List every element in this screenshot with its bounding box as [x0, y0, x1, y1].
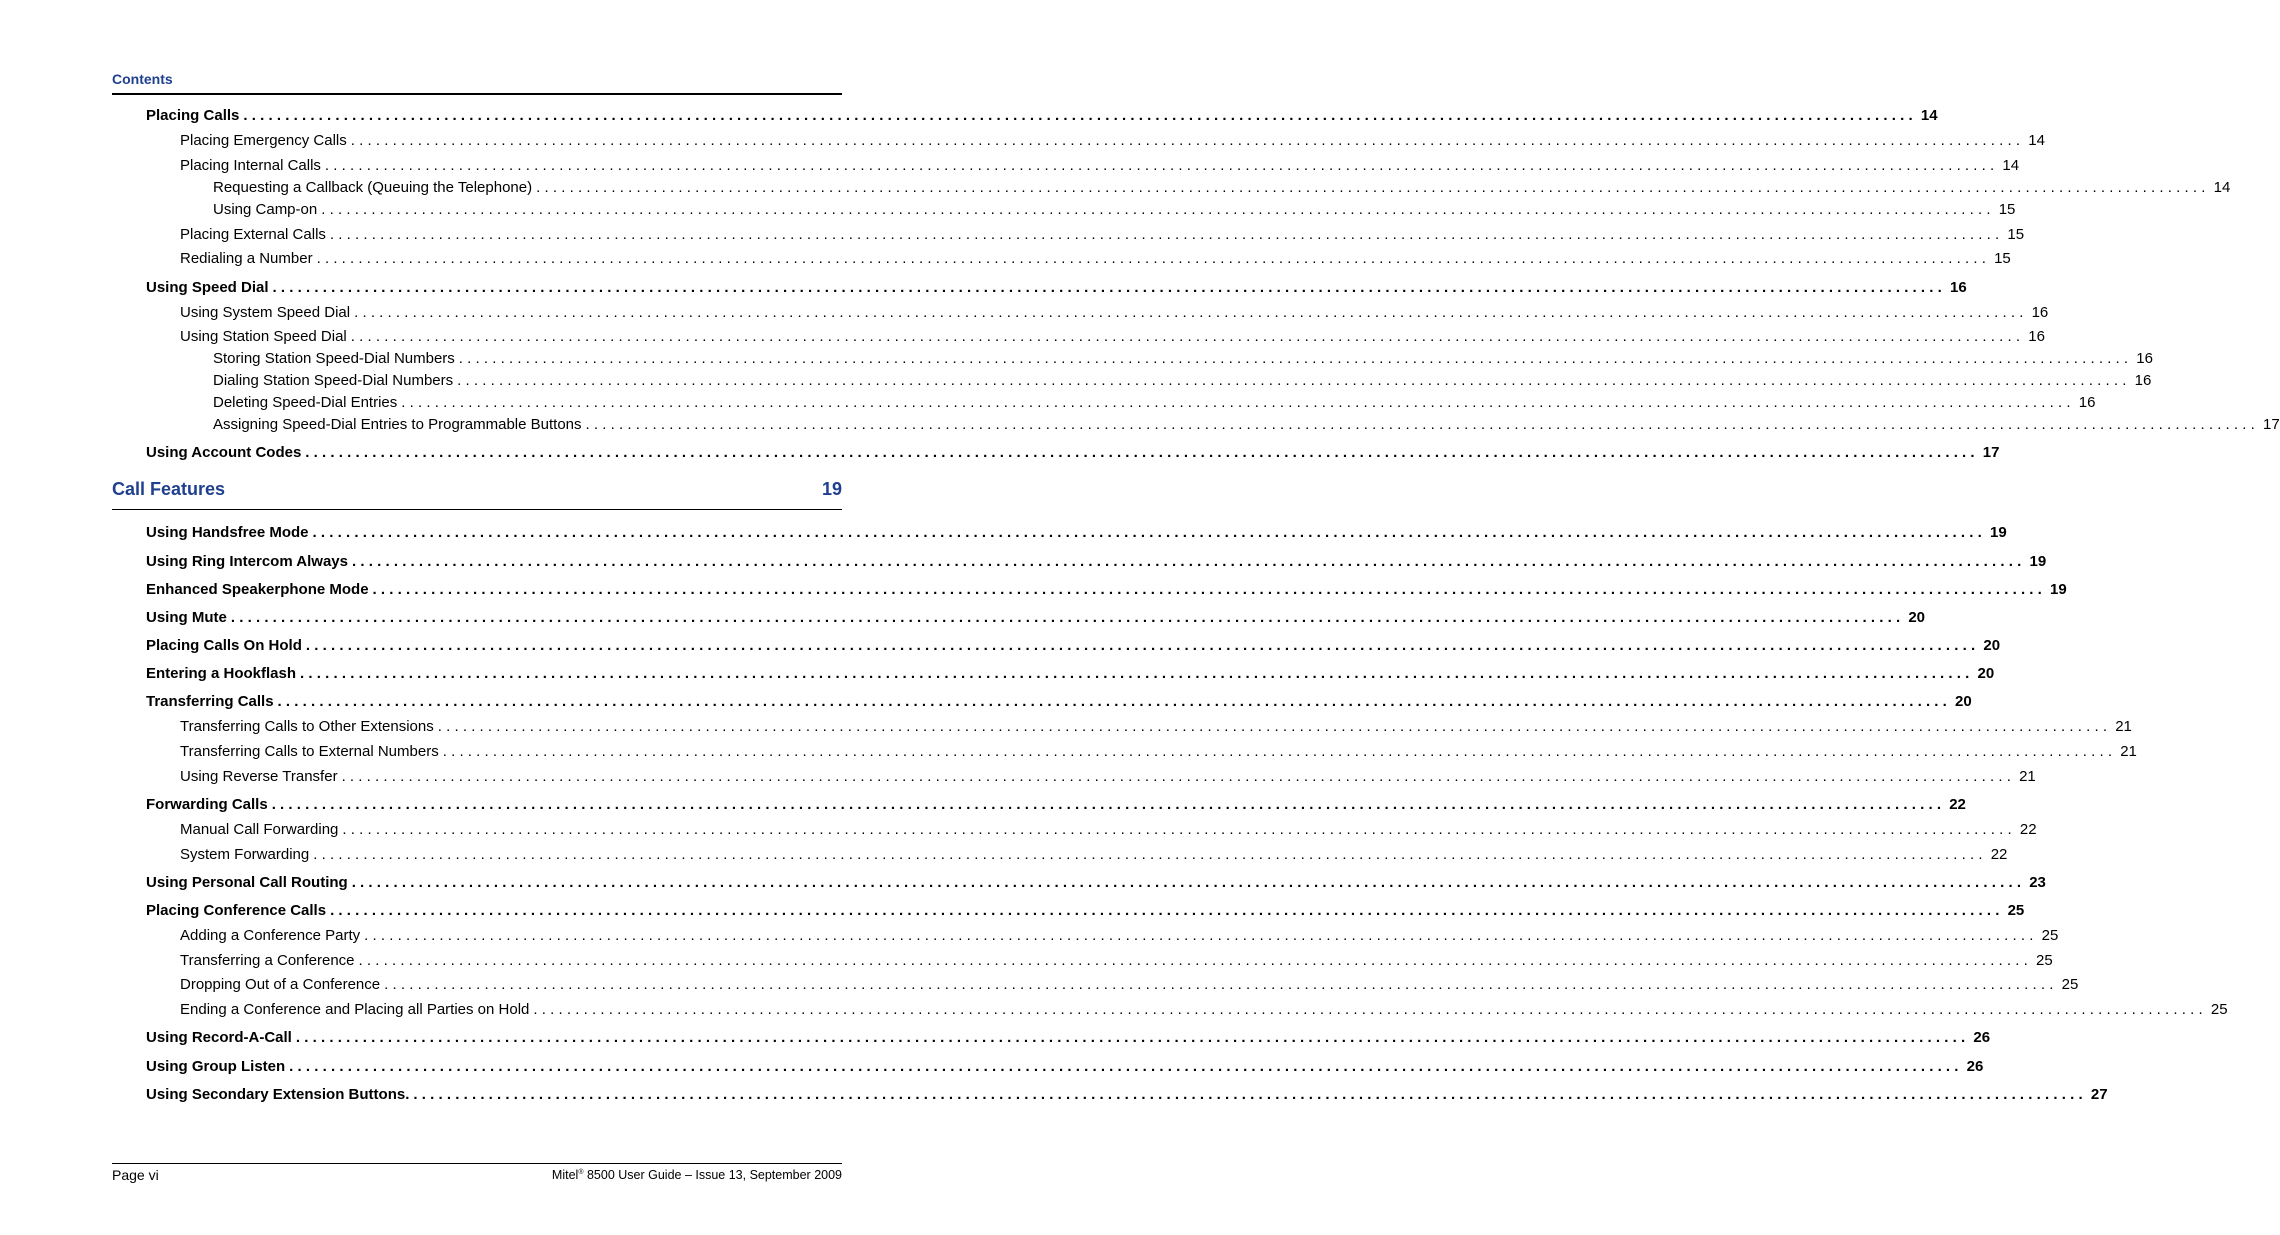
toc-entry[interactable]	[180, 250, 2011, 268]
dot-leader: ........................................................................................................................................................................................................	[533, 1001, 2207, 1018]
toc-entry[interactable]	[146, 693, 1972, 711]
toc-entry-page: 20	[1955, 693, 1972, 710]
toc-entry-title: Using System Speed Dial	[180, 304, 351, 321]
toc-entry[interactable]	[213, 372, 2152, 390]
dot-leader: ........................................................................................................................................................................................................	[271, 796, 1946, 813]
toc-entry-page: 15	[2007, 226, 2025, 243]
dot-leader: ........................................................................................................................................................................................................	[437, 718, 2112, 735]
toc-entry[interactable]	[180, 1001, 2228, 1019]
toc-entry-title: Deleting Speed-Dial Entries	[213, 394, 398, 411]
toc-entry-page: 22	[1949, 796, 1966, 813]
dot-leader: ........................................................................................................................................................................................................	[272, 279, 1947, 296]
toc-entry-title: Forwarding Calls	[146, 796, 268, 813]
toc-entry-title: Ending a Conference and Placing all Parties on Hold	[180, 1001, 530, 1018]
toc-entry[interactable]	[146, 524, 2007, 542]
toc-entry-page: 25	[2210, 1001, 2228, 1018]
toc-entry-title: Transferring Calls to Other Extensions	[180, 718, 434, 735]
dot-leader: ........................................................................................................................................................................................................	[305, 637, 1980, 654]
toc-entry[interactable]	[146, 609, 1926, 627]
toc-entry-title: Storing Station Speed-Dial Numbers	[213, 350, 455, 367]
toc-entry[interactable]	[213, 416, 2280, 434]
toc-entry-page: 17	[1982, 444, 2000, 461]
toc-entry-title: Using Record-A-Call	[146, 1029, 292, 1046]
toc-entry-title: Using Station Speed Dial	[180, 328, 347, 345]
dot-leader: ........................................................................................................................................................................................................	[341, 768, 2016, 785]
toc-entry[interactable]	[213, 201, 2016, 219]
toc-entry[interactable]	[146, 1086, 2108, 1104]
toc-entry[interactable]	[146, 279, 1967, 297]
toc-entry-page: 16	[2134, 372, 2152, 389]
toc-entry-page: 14	[2028, 132, 2045, 149]
dot-leader: ........................................................................................................................................................................................................	[401, 394, 2075, 411]
toc-entry-page: 14	[2002, 157, 2020, 174]
footer-doc-title	[552, 1168, 842, 1182]
toc-entry-page: 20	[1977, 665, 1995, 682]
toc-entry[interactable]	[213, 394, 2096, 412]
toc-entry-title: Using Group Listen	[146, 1058, 286, 1075]
dot-leader: ........................................................................................................................................................................................................	[350, 328, 2025, 345]
toc-entry-title: Placing Calls	[146, 107, 240, 124]
toc-entry-title: Using Ring Intercom Always	[146, 553, 348, 570]
dot-leader: ........................................................................................................................................................................................................	[230, 609, 1905, 626]
dot-leader: ........................................................................................................................................................................................................	[413, 1086, 2087, 1103]
toc-entry-page: 17	[2263, 416, 2280, 433]
running-header-title: Contents	[112, 71, 173, 87]
section-title: Call Features	[112, 479, 226, 499]
toc-entry[interactable]	[146, 874, 2046, 892]
toc-entry-title: Assigning Speed-Dial Entries to Programmable Buttons	[213, 416, 582, 433]
dot-leader: ........................................................................................................................................................................................................	[277, 693, 1952, 710]
toc-entry-title: Placing Conference Calls	[146, 902, 327, 919]
toc-entry[interactable]	[146, 1029, 1991, 1047]
dot-leader: ........................................................................................................................................................................................................	[351, 553, 2026, 570]
footer-guide-title: 8500 User Guide – Issue 13, September 2009	[583, 1168, 842, 1182]
toc-entry-page: 21	[2120, 743, 2137, 760]
toc-entry-title: Adding a Conference Party	[180, 927, 361, 944]
toc-entry-page: 22	[1990, 846, 2008, 863]
header-rule	[112, 93, 842, 95]
toc-entry[interactable]	[180, 304, 2049, 322]
toc-entry-title: Using Mute	[146, 609, 227, 626]
footer-rule	[112, 1163, 842, 1164]
dot-leader: ........................................................................................................................................................................................................	[289, 1058, 1963, 1075]
toc-entry[interactable]	[180, 743, 2137, 761]
section-rule	[112, 509, 842, 510]
footer-page-label: Page vi	[112, 1167, 159, 1183]
toc-entry-title: Placing Internal Calls	[180, 157, 321, 174]
dot-leader: ........................................................................................................................................................................................................	[321, 201, 1995, 218]
toc-entry-page: 14	[2213, 179, 2231, 196]
dot-leader: ........................................................................................................................................................................................................	[316, 250, 1991, 267]
toc-entry[interactable]	[180, 226, 2025, 244]
toc-entry-page: 15	[1998, 201, 2016, 218]
toc-entry-page: 25	[2036, 952, 2053, 969]
dot-leader: ........................................................................................................................................................................................................	[300, 665, 1974, 682]
dot-leader: ........................................................................................................................................................................................................	[329, 226, 2004, 243]
toc-entry-page: 21	[2019, 768, 2036, 785]
toc-entry-page: 22	[2019, 821, 2037, 838]
footer-brand: Mitel	[551, 1168, 579, 1182]
dot-leader: ........................................................................................................................................................................................................	[324, 157, 1999, 174]
toc-entry-title: System Forwarding	[180, 846, 310, 863]
toc-entry-title: Using Handsfree Mode	[146, 524, 309, 541]
toc-entry-title: Redialing a Number	[180, 250, 313, 267]
registered-mark: ®	[578, 1168, 584, 1176]
dot-leader: ........................................................................................................................................................................................................	[384, 976, 2058, 993]
toc-entry-title: Using Secondary Extension Buttons.	[146, 1086, 410, 1103]
toc-entry-title: Transferring a Conference	[180, 952, 355, 969]
dot-leader: ........................................................................................................................................................................................................	[458, 350, 2133, 367]
toc-entry[interactable]	[180, 132, 2045, 150]
toc-entry-title: Placing External Calls	[180, 226, 326, 243]
toc-entry-page: 21	[2115, 718, 2132, 735]
toc-entry[interactable]	[180, 768, 2036, 786]
toc-entry[interactable]	[146, 902, 2025, 920]
toc-entry[interactable]	[213, 179, 2231, 197]
dot-leader: ........................................................................................................................................................................................................	[536, 179, 2210, 196]
dot-leader: ........................................................................................................................................................................................................	[351, 874, 2026, 891]
dot-leader: ........................................................................................................................................................................................................	[350, 132, 2025, 149]
toc-entry-title: Placing Emergency Calls	[180, 132, 347, 149]
toc-entry-page: 16	[2028, 328, 2045, 345]
toc-entry-page: 20	[1908, 609, 1926, 626]
toc-entry-page: 16	[2136, 350, 2153, 367]
section-page: 19	[821, 479, 842, 499]
toc-entry-page: 16	[1950, 279, 1967, 296]
toc-entry-page: 16	[2031, 304, 2049, 321]
toc-entry-title: Using Reverse Transfer	[180, 768, 338, 785]
toc-entry-title: Enhanced Speakerphone Mode	[146, 581, 369, 598]
toc-entry-page: 19	[2050, 581, 2067, 598]
dot-leader: ........................................................................................................................................................................................................	[342, 821, 2016, 838]
toc-entry[interactable]	[180, 846, 2008, 864]
toc-entry-page: 16	[2078, 394, 2096, 411]
toc-entry[interactable]	[146, 553, 2047, 571]
dot-leader: ........................................................................................................................................................................................................	[358, 952, 2033, 969]
dot-leader: ........................................................................................................................................................................................................	[585, 416, 2260, 433]
dot-leader: ........................................................................................................................................................................................................	[457, 372, 2131, 389]
toc-entry[interactable]	[146, 581, 2067, 599]
toc-entry-page: 26	[1966, 1058, 1984, 1075]
toc-entry-title: Manual Call Forwarding	[180, 821, 339, 838]
toc-entry-title: Using Speed Dial	[146, 279, 269, 296]
toc-entry[interactable]	[180, 927, 2059, 945]
dot-leader: ........................................................................................................................................................................................................	[305, 444, 1979, 461]
toc-entry[interactable]	[146, 665, 1995, 683]
toc-entry-page: 25	[2041, 927, 2059, 944]
dot-leader: ........................................................................................................................................................................................................	[243, 107, 1917, 124]
toc-entry-title: Using Account Codes	[146, 444, 302, 461]
toc-entry-title: Placing Calls On Hold	[146, 637, 302, 654]
toc-entry-title: Requesting a Callback (Queuing the Telephone)	[213, 179, 533, 196]
toc-entry-page: 25	[2007, 902, 2025, 919]
toc-entry-title: Using Camp-on	[213, 201, 318, 218]
dot-leader: ........................................................................................................................................................................................................	[330, 902, 2004, 919]
toc-entry[interactable]	[146, 444, 2000, 462]
toc-entry[interactable]	[146, 107, 1938, 125]
toc-entry[interactable]	[213, 350, 2153, 368]
toc-entry-page: 25	[2061, 976, 2079, 993]
toc-entry-title: Transferring Calls to External Numbers	[180, 743, 439, 760]
toc-entry[interactable]	[180, 328, 2045, 346]
toc-entry-title: Dropping Out of a Conference	[180, 976, 381, 993]
toc-entry-page: 19	[2029, 553, 2047, 570]
dot-leader: ........................................................................................................................................................................................................	[442, 743, 2117, 760]
toc-entry[interactable]	[180, 718, 2132, 736]
toc-entry[interactable]	[146, 637, 2001, 655]
dot-leader: ........................................................................................................................................................................................................	[364, 927, 2038, 944]
toc-entry-page: 15	[1994, 250, 2011, 267]
toc-entry[interactable]	[180, 821, 2037, 839]
toc-entry-title: Entering a Hookflash	[146, 665, 297, 682]
toc-entry-title: Transferring Calls	[146, 693, 274, 710]
toc-entry-page: 19	[1990, 524, 2007, 541]
dot-leader: ........................................................................................................................................................................................................	[313, 846, 1987, 863]
dot-leader: ........................................................................................................................................................................................................	[354, 304, 2028, 321]
toc-entry[interactable]	[146, 796, 1966, 814]
toc-entry[interactable]	[146, 1058, 1984, 1076]
toc-entry[interactable]	[180, 952, 2053, 970]
toc-entry-title: Dialing Station Speed-Dial Numbers	[213, 372, 454, 389]
toc-entry-page: 23	[2029, 874, 2046, 891]
dot-leader: ........................................................................................................................................................................................................	[372, 581, 2047, 598]
toc-entry-page: 27	[2090, 1086, 2108, 1103]
toc-entry-page: 14	[1920, 107, 1938, 124]
dot-leader: ........................................................................................................................................................................................................	[312, 524, 1987, 541]
toc-entry-page: 20	[1983, 637, 2001, 654]
toc-entry[interactable]	[180, 157, 2020, 175]
section-heading-call-features[interactable]	[112, 479, 842, 501]
toc-entry[interactable]	[180, 976, 2079, 994]
toc-entry-title: Using Personal Call Routing	[146, 874, 348, 891]
toc-entry-page: 26	[1973, 1029, 1991, 1046]
dot-leader: ........................................................................................................................................................................................................	[295, 1029, 1970, 1046]
